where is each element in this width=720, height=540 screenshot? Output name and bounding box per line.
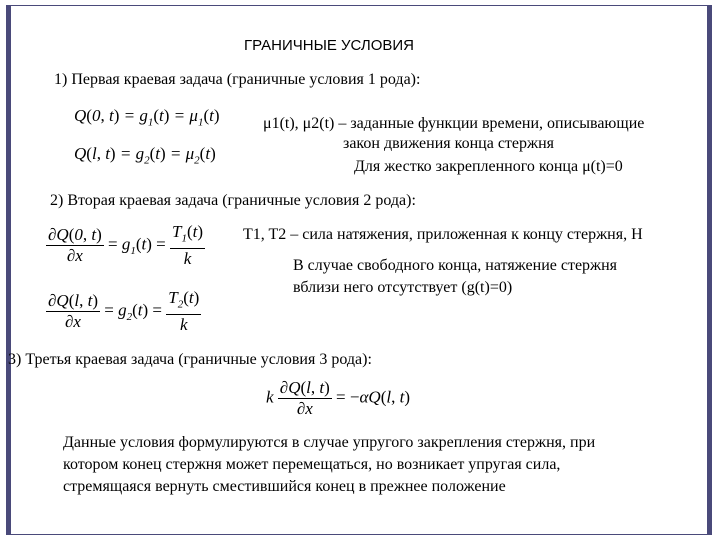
equation-first-right: Q(l, $t) = g_2(t) = \mu_2(t)$ bbox=[74, 144, 216, 167]
section2-heading: 2) Вторая краевая задача (граничные условия 2 рода): bbox=[50, 192, 416, 209]
section3-note3: стремящаяся вернуть сместившийся конец в прежнее положение bbox=[63, 478, 506, 495]
section3-heading: 3) Третья краевая задача (граничные условия 3 рода): bbox=[8, 351, 372, 368]
page-title: ГРАНИЧНЫЕ УСЛОВИЯ bbox=[244, 37, 415, 54]
section2-note2: В случае свободного конца, натяжение стержня bbox=[293, 257, 618, 274]
section1-note3: Для жестко закрепленного конца μ(t)=0 bbox=[354, 158, 623, 175]
equation-second-right: $\frac{\partial Q(l, t)}{\partial x}$ = $g_2(t)$ = $\frac{T_2(t)}{k}$ bbox=[48, 288, 200, 335]
section1-note1: μ1(t), μ2(t) – заданные функции времени, описывающие bbox=[263, 115, 645, 132]
section2-note1: T1, T2 – сила натяжения, приложенная к концу стержня, Н bbox=[243, 226, 643, 243]
section3-note2: котором конец стержня может перемещаться, но возникает упругая сила, bbox=[63, 456, 561, 473]
section1-heading: 1) Первая краевая задача (граничные условия 1 рода): bbox=[54, 71, 421, 88]
section3-note1: Данные условия формулируются в случае упругого закрепления стержня, при bbox=[63, 434, 596, 451]
equation-second-left: $\frac{\partial Q(0, t)}{\partial x}$ = $g_1(t)$ = $\frac{T_1(t)}{k}$ bbox=[48, 222, 204, 269]
equation-first-left: Q(0, $t) = g_1(t) = \mu_1(t)$ bbox=[74, 106, 220, 129]
section1-note2: закон движения конца стержня bbox=[343, 135, 554, 152]
section2-note3: вблизи него отсутствует (g(t)=0) bbox=[293, 279, 513, 296]
equation-third: k $\frac{\partial Q(l, t)}{\partial x}$ = −αQ(l, t) bbox=[266, 378, 410, 418]
